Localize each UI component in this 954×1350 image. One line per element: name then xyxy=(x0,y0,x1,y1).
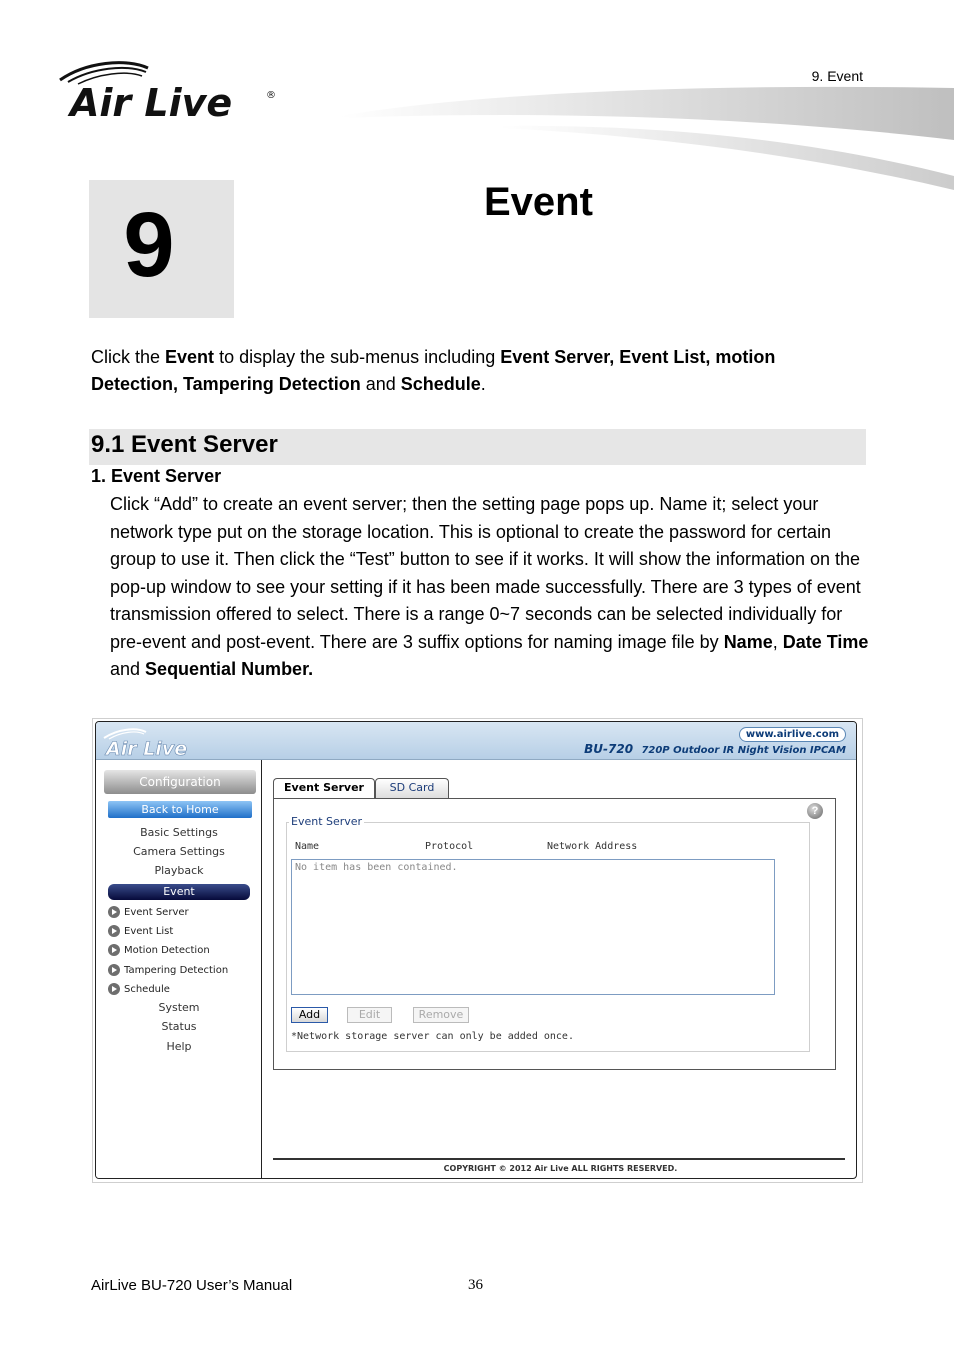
svg-text:Air Live: Air Live xyxy=(106,738,188,758)
configuration-button[interactable]: Configuration xyxy=(104,770,256,794)
section-heading-bar xyxy=(89,429,866,465)
storage-note: *Network storage server can only be added once. xyxy=(291,1031,574,1042)
submenu-event-list[interactable]: Event List xyxy=(108,925,173,937)
header-section-label: 9. Event xyxy=(811,68,863,84)
submenu-tampering-detection[interactable]: Tampering Detection xyxy=(108,964,228,976)
intro-paragraph: Click the Event to display the sub-menus including Event Server, Event List, motion Detection, Tampering Detection and Schedule. xyxy=(91,347,776,394)
model-title: BU-720 720P Outdoor IR Night Vision IPCAM xyxy=(584,742,846,756)
page-number: 36 xyxy=(468,1277,483,1293)
menu-status[interactable]: Status xyxy=(161,1020,197,1033)
submenu-event-server[interactable]: Event Server xyxy=(108,906,189,918)
submenu-schedule[interactable]: Schedule xyxy=(108,983,170,995)
arrow-circle-icon xyxy=(108,964,120,976)
camera-ui-main xyxy=(263,760,857,1179)
tab-event-server[interactable]: Event Server xyxy=(273,778,375,798)
chapter-number: 9 xyxy=(123,194,175,296)
chapter-title: Event xyxy=(484,180,593,224)
remove-button[interactable]: Remove xyxy=(413,1007,469,1023)
section-title: 9.1 Event Server xyxy=(91,431,278,458)
svg-text:Air Live: Air Live xyxy=(70,81,233,124)
column-protocol: Protocol xyxy=(425,841,474,852)
airlive-logo xyxy=(56,58,286,124)
header-swoosh-graphic xyxy=(340,80,954,200)
arrow-circle-icon xyxy=(108,906,120,918)
footer-divider xyxy=(273,1158,845,1160)
menu-help[interactable]: Help xyxy=(166,1040,192,1053)
menu-playback[interactable]: Playback xyxy=(154,864,204,877)
event-server-list[interactable] xyxy=(291,859,775,995)
fieldset-legend: Event Server xyxy=(291,815,363,828)
arrow-circle-icon xyxy=(108,944,120,956)
camera-ui-logo xyxy=(100,726,220,758)
tab-sd-card[interactable]: SD Card xyxy=(375,778,449,798)
menu-event-active[interactable]: Event xyxy=(108,884,250,900)
help-icon[interactable]: ? xyxy=(807,803,823,819)
event-server-panel xyxy=(273,798,836,1070)
camera-ui-sidebar xyxy=(96,760,262,1179)
camera-web-ui xyxy=(95,721,857,1179)
svg-text:®: ® xyxy=(266,90,276,101)
menu-basic-settings[interactable]: Basic Settings xyxy=(140,826,218,839)
camera-ui-banner xyxy=(96,722,856,760)
menu-system[interactable]: System xyxy=(158,1001,200,1014)
manual-title-footer: AirLive BU-720 User’s Manual xyxy=(91,1277,293,1294)
section-body-paragraph: Click “Add” to create an event server; then the setting page pops up. Name it; select your network type put on the storage location. This is optional to create the password for certain group to use it. Then click the “Test” button to see if it works. It will show the information on the pop-up window to see your setting if it has been made successfully. There are 3 types of event transmission offered to select. There is a range 0~7 seconds can be selected individually for pre-event and post-event. There are 3 suffix options for naming image file by Name, Date Time and Sequential Number. xyxy=(110,494,869,679)
menu-camera-settings[interactable]: Camera Settings xyxy=(133,845,225,858)
arrow-circle-icon xyxy=(108,925,120,937)
event-server-fieldset xyxy=(286,815,810,1052)
back-to-home-button[interactable]: Back to Home xyxy=(108,801,252,818)
chapter-number-box xyxy=(89,180,234,318)
site-url-link[interactable]: www.airlive.com xyxy=(739,727,846,742)
add-button[interactable]: Add xyxy=(291,1007,328,1023)
arrow-circle-icon xyxy=(108,983,120,995)
edit-button[interactable]: Edit xyxy=(347,1007,392,1023)
empty-list-text: No item has been contained. xyxy=(295,862,458,873)
embedded-screenshot xyxy=(92,718,863,1183)
column-name: Name xyxy=(295,841,320,852)
column-network-address: Network Address xyxy=(547,841,638,852)
submenu-motion-detection[interactable]: Motion Detection xyxy=(108,944,210,956)
list-heading: 1. Event Server xyxy=(91,466,222,486)
copyright-text: COPYRIGHT © 2012 Air Live ALL RIGHTS RESERVED. xyxy=(443,1164,678,1173)
